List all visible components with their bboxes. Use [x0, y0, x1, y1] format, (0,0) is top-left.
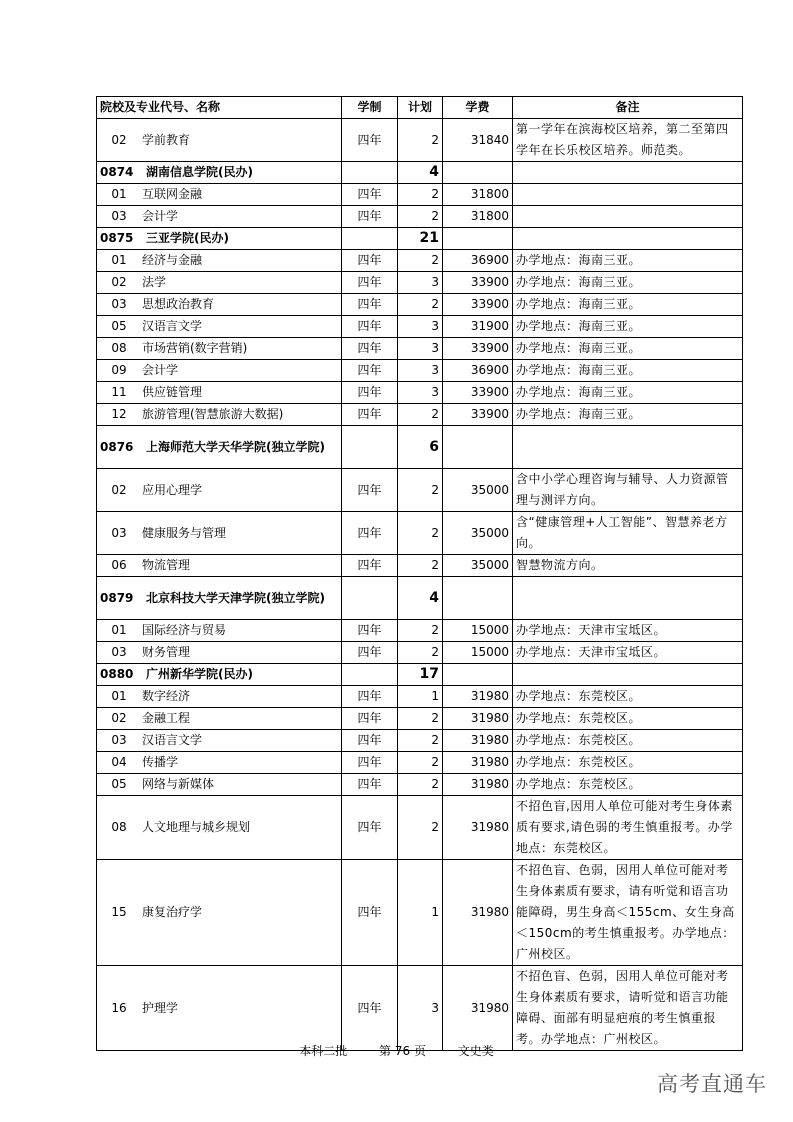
major-system: 四年	[342, 730, 398, 752]
school-row	[97, 162, 743, 184]
major-name-cell	[97, 250, 342, 272]
major-row	[97, 860, 743, 966]
major-fee: 31900	[443, 316, 513, 338]
enrollment-plan-table	[96, 96, 743, 1051]
major-name-cell	[97, 316, 342, 338]
header-system: 学制	[342, 97, 398, 119]
major-system: 四年	[342, 338, 398, 360]
major-fee: 31980	[443, 796, 513, 860]
major-fee: 31980	[443, 708, 513, 730]
major-code: 03	[111, 297, 127, 311]
major-row	[97, 184, 743, 206]
major-fee: 31840	[443, 119, 513, 162]
school-plan: 17	[398, 664, 443, 686]
major-code: 03	[111, 733, 127, 747]
major-row	[97, 686, 743, 708]
major-row	[97, 119, 743, 162]
major-name-cell	[97, 184, 342, 206]
school-name-cell	[97, 162, 342, 184]
major-row	[97, 730, 743, 752]
major-code: 08	[111, 820, 127, 834]
major-name: 学前教育	[142, 132, 191, 147]
major-plan: 2	[398, 469, 443, 512]
major-row	[97, 620, 743, 642]
major-row	[97, 512, 743, 555]
major-note: 办学地点：东莞校区。	[513, 686, 743, 708]
major-name-cell	[97, 774, 342, 796]
major-system: 四年	[342, 272, 398, 294]
major-plan: 2	[398, 774, 443, 796]
major-name: 康复治疗学	[142, 905, 203, 919]
major-system: 四年	[342, 250, 398, 272]
major-fee: 31980	[443, 966, 513, 1051]
major-row	[97, 272, 743, 294]
major-name-cell	[97, 642, 342, 664]
major-name-cell	[97, 119, 342, 162]
watermark-logo: 高考直通车	[657, 1072, 767, 1096]
major-plan: 2	[398, 119, 443, 162]
major-fee: 33900	[443, 272, 513, 294]
major-note	[513, 184, 743, 206]
major-plan: 2	[398, 294, 443, 316]
major-fee: 35000	[443, 469, 513, 512]
major-name: 金融工程	[142, 711, 191, 725]
major-note: 办学地点：海南三亚。	[513, 360, 743, 382]
major-plan: 2	[398, 752, 443, 774]
major-plan: 3	[398, 338, 443, 360]
major-system: 四年	[342, 469, 398, 512]
major-fee: 31980	[443, 752, 513, 774]
major-name-cell	[97, 796, 342, 860]
major-system: 四年	[342, 360, 398, 382]
major-code: 11	[111, 385, 127, 399]
major-system: 四年	[342, 860, 398, 966]
major-name-cell	[97, 708, 342, 730]
major-note: 智慧物流方向。	[513, 555, 743, 577]
school-row	[97, 426, 743, 469]
major-row	[97, 774, 743, 796]
major-fee: 31980	[443, 686, 513, 708]
major-system: 四年	[342, 752, 398, 774]
major-name-cell	[97, 512, 342, 555]
major-name-cell	[97, 272, 342, 294]
major-note	[513, 206, 743, 228]
major-name-cell	[97, 620, 342, 642]
major-system: 四年	[342, 512, 398, 555]
major-row	[97, 966, 743, 1051]
major-note: 办学地点：海南三亚。	[513, 404, 743, 426]
school-plan: 4	[398, 162, 443, 184]
major-name-cell	[97, 860, 342, 966]
school-name: 上海师范大学天华学院(独立学院)	[145, 439, 325, 454]
major-fee: 35000	[443, 555, 513, 577]
major-code: 01	[111, 623, 127, 637]
major-code: 02	[111, 132, 127, 147]
major-note: 办学地点：海南三亚。	[513, 250, 743, 272]
major-name: 旅游管理(智慧旅游大数据)	[142, 407, 284, 421]
major-plan: 2	[398, 642, 443, 664]
table-body	[97, 119, 743, 1051]
major-row	[97, 250, 743, 272]
major-code: 09	[111, 363, 127, 377]
major-fee: 31980	[443, 774, 513, 796]
major-name: 市场营销(数字营销)	[142, 341, 248, 355]
major-note: 不招色盲、色弱，因用人单位可能对考生身体素质有要求，请有听觉和语言功能障碍，男生身高＜155cm、女生身高＜150cm的考生慎重报考。办学地点：广州校区。	[513, 860, 743, 966]
major-note: 办学地点：天津市宝坻区。	[513, 620, 743, 642]
major-code: 05	[111, 319, 127, 333]
school-plan: 6	[398, 426, 443, 469]
major-note: 办学地点：海南三亚。	[513, 294, 743, 316]
major-name-cell	[97, 966, 342, 1051]
major-system: 四年	[342, 404, 398, 426]
major-name: 会计学	[142, 209, 179, 223]
major-row	[97, 642, 743, 664]
major-fee: 31980	[443, 730, 513, 752]
major-code: 03	[111, 645, 127, 659]
major-system: 四年	[342, 642, 398, 664]
major-name: 经济与金融	[142, 253, 203, 267]
major-row	[97, 294, 743, 316]
major-name: 供应链管理	[142, 385, 203, 399]
major-fee: 35000	[443, 512, 513, 555]
major-name-cell	[97, 206, 342, 228]
major-name-cell	[97, 360, 342, 382]
table-header-row	[97, 97, 743, 119]
major-row	[97, 360, 743, 382]
major-name: 国际经济与贸易	[142, 623, 227, 637]
major-plan: 1	[398, 860, 443, 966]
major-name: 思想政治教育	[142, 297, 215, 311]
header-fee: 学费	[443, 97, 513, 119]
major-fee: 36900	[443, 250, 513, 272]
major-name: 数字经济	[142, 689, 191, 703]
major-system: 四年	[342, 119, 398, 162]
major-name-cell	[97, 469, 342, 512]
footer-batch: 本科二批	[299, 1044, 348, 1058]
major-name: 汉语言文学	[142, 319, 203, 333]
major-system: 四年	[342, 686, 398, 708]
major-fee: 33900	[443, 404, 513, 426]
school-plan: 4	[398, 577, 443, 620]
major-row	[97, 555, 743, 577]
major-note: 不招色盲、色弱，因用人单位可能对考生身体素质有要求，请听觉和语言功能障碍、面部有明显疤痕的考生慎重报考。办学地点：广州校区。	[513, 966, 743, 1051]
major-system: 四年	[342, 796, 398, 860]
major-system: 四年	[342, 620, 398, 642]
school-code: 0874	[100, 165, 134, 179]
major-name-cell	[97, 686, 342, 708]
school-row	[97, 228, 743, 250]
school-name: 北京科技大学天津学院(独立学院)	[145, 590, 325, 605]
major-name-cell	[97, 382, 342, 404]
major-name: 健康服务与管理	[142, 525, 227, 540]
major-plan: 1	[398, 686, 443, 708]
major-note: 办学地点：海南三亚。	[513, 382, 743, 404]
major-row	[97, 382, 743, 404]
school-row	[97, 577, 743, 620]
header-plan: 计划	[398, 97, 443, 119]
major-system: 四年	[342, 555, 398, 577]
major-note: 办学地点：天津市宝坻区。	[513, 642, 743, 664]
major-name: 护理学	[142, 1000, 179, 1015]
major-system: 四年	[342, 294, 398, 316]
major-plan: 2	[398, 250, 443, 272]
major-note: 办学地点：东莞校区。	[513, 708, 743, 730]
major-plan: 3	[398, 272, 443, 294]
major-fee: 33900	[443, 294, 513, 316]
major-name: 互联网金融	[142, 187, 203, 201]
major-name-cell	[97, 752, 342, 774]
major-plan: 2	[398, 620, 443, 642]
major-plan: 3	[398, 360, 443, 382]
major-code: 02	[111, 275, 127, 289]
major-note: 办学地点：海南三亚。	[513, 272, 743, 294]
header-note: 备注	[513, 97, 743, 119]
major-fee: 36900	[443, 360, 513, 382]
major-name-cell	[97, 294, 342, 316]
major-fee: 31980	[443, 860, 513, 966]
major-code: 04	[111, 755, 127, 769]
major-code: 08	[111, 341, 127, 355]
major-code: 06	[111, 558, 127, 572]
major-code: 02	[111, 482, 127, 497]
major-plan: 2	[398, 708, 443, 730]
major-fee: 15000	[443, 620, 513, 642]
major-name-cell	[97, 730, 342, 752]
major-note: 不招色盲,因用人单位可能对考生身体素质有要求,请色弱的考生慎重报考。办学地点：东莞校区。	[513, 796, 743, 860]
major-row	[97, 796, 743, 860]
major-code: 05	[111, 777, 127, 791]
major-system: 四年	[342, 206, 398, 228]
major-fee: 15000	[443, 642, 513, 664]
major-row	[97, 316, 743, 338]
major-system: 四年	[342, 382, 398, 404]
major-name: 传播学	[142, 755, 179, 769]
school-name-cell	[97, 426, 342, 469]
major-fee: 33900	[443, 382, 513, 404]
major-code: 01	[111, 689, 127, 703]
major-note: 办学地点：东莞校区。	[513, 774, 743, 796]
major-code: 12	[111, 407, 127, 421]
school-name-cell	[97, 664, 342, 686]
header-name: 院校及专业代号、名称	[97, 97, 342, 119]
major-plan: 2	[398, 404, 443, 426]
school-name: 广州新华学院(民办)	[145, 667, 253, 681]
major-fee: 31800	[443, 206, 513, 228]
major-note: 办学地点：东莞校区。	[513, 730, 743, 752]
major-code: 02	[111, 711, 127, 725]
major-note: 含中小学心理咨询与辅导、人力资源管理与测评方向。	[513, 469, 743, 512]
major-row	[97, 752, 743, 774]
major-name: 汉语言文学	[142, 733, 203, 747]
major-name: 会计学	[142, 363, 179, 377]
major-name: 应用心理学	[142, 482, 203, 497]
footer-page: 第 76 页	[379, 1044, 426, 1058]
major-system: 四年	[342, 708, 398, 730]
major-note: 办学地点：海南三亚。	[513, 316, 743, 338]
major-fee: 33900	[443, 338, 513, 360]
page-footer	[0, 1042, 793, 1059]
major-plan: 2	[398, 555, 443, 577]
school-name-cell	[97, 577, 342, 620]
school-code: 0879	[100, 590, 134, 605]
major-row	[97, 404, 743, 426]
major-code: 03	[111, 209, 127, 223]
school-row	[97, 664, 743, 686]
major-name: 法学	[142, 275, 167, 289]
school-name: 湖南信息学院(民办)	[145, 165, 253, 179]
major-row	[97, 206, 743, 228]
major-system: 四年	[342, 774, 398, 796]
major-code: 01	[111, 253, 127, 267]
major-plan: 2	[398, 184, 443, 206]
major-plan: 3	[398, 966, 443, 1051]
major-name-cell	[97, 555, 342, 577]
major-system: 四年	[342, 184, 398, 206]
major-name-cell	[97, 404, 342, 426]
major-note: 含“健康管理+人工智能”、智慧养老方向。	[513, 512, 743, 555]
school-name: 三亚学院(民办)	[145, 231, 229, 245]
major-plan: 3	[398, 316, 443, 338]
major-name: 人文地理与城乡规划	[142, 820, 251, 834]
major-name: 物流管理	[142, 558, 191, 572]
major-plan: 2	[398, 730, 443, 752]
footer-category: 文史类	[457, 1044, 494, 1058]
major-system: 四年	[342, 966, 398, 1051]
major-plan: 2	[398, 206, 443, 228]
school-code: 0880	[100, 667, 134, 681]
major-note: 办学地点：海南三亚。	[513, 338, 743, 360]
school-code: 0875	[100, 231, 134, 245]
major-row	[97, 338, 743, 360]
major-row	[97, 469, 743, 512]
major-note: 第一学年在滨海校区培养，第二至第四学年在长乐校区培养。师范类。	[513, 119, 743, 162]
major-system: 四年	[342, 316, 398, 338]
school-plan: 21	[398, 228, 443, 250]
major-code: 03	[111, 525, 127, 540]
school-name-cell	[97, 228, 342, 250]
major-plan: 2	[398, 796, 443, 860]
major-name-cell	[97, 338, 342, 360]
major-row	[97, 708, 743, 730]
major-fee: 31800	[443, 184, 513, 206]
major-code: 15	[111, 905, 127, 919]
major-plan: 2	[398, 512, 443, 555]
major-note: 办学地点：东莞校区。	[513, 752, 743, 774]
major-code: 16	[111, 1000, 127, 1015]
major-code: 01	[111, 187, 127, 201]
major-plan: 3	[398, 382, 443, 404]
major-name: 财务管理	[142, 645, 191, 659]
major-name: 网络与新媒体	[142, 777, 215, 791]
school-code: 0876	[100, 439, 134, 454]
